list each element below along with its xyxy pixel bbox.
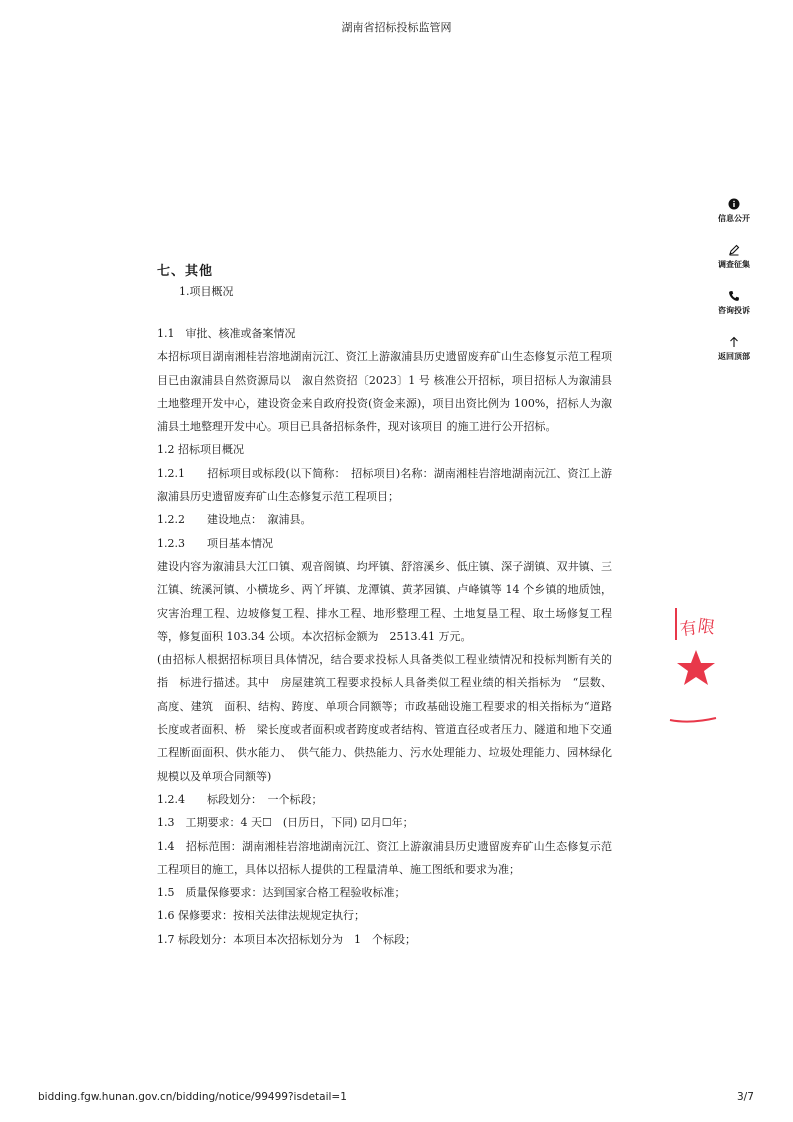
sidebar-item-label: 信息公开 — [718, 214, 750, 223]
paragraph: 1.2.2 建设地点： 溆浦县。 — [157, 513, 312, 527]
sidebar-item-label: 返回顶部 — [718, 352, 750, 361]
svg-text:限: 限 — [696, 616, 717, 639]
subsection-title: 1.项目概况 — [179, 285, 234, 298]
sidebar-item-consult[interactable] — [708, 290, 760, 336]
sidebar-item-back-to-top[interactable] — [708, 336, 760, 382]
paragraph: 本招标项目湖南湘桂岩溶地湖南沅江、资江上游溆浦县历史遗留废弃矿山生态修复示范工程项目已由溆浦县自然资源局以 溆自然资招〔2023〕1 号 核准公开招标，项目招标人为溆浦县土地整理开发中心，建设资金来自政府投资(资金来源)，项目出资比例为 100%，招标人为溆浦县土地整理开发中心。项目已具备招标条件，现对该项目 的施工进行公开招标。 — [157, 350, 612, 434]
svg-text:有: 有 — [678, 618, 699, 641]
sidebar-item-survey[interactable] — [708, 244, 760, 290]
sidebar-item-label: 咨询投诉 — [718, 306, 750, 315]
pen-icon — [728, 244, 740, 256]
phone-icon — [728, 290, 740, 302]
paragraph: 1.1 审批、核准或备案情况 — [157, 327, 296, 340]
paragraph: 1.6 保修要求：按相关法律法规规定执行； — [157, 909, 365, 923]
paragraph: 1.3 工期要求：4 天☐ (日历日，下同) ☑月☐年； — [157, 816, 414, 830]
paragraph: 1.2 招标项目概况 — [157, 443, 244, 457]
company-seal-stamp — [660, 600, 718, 740]
site-title: 湖南省招标投标监管网 — [341, 21, 452, 34]
paragraph: 1.7 标段划分：本项目本次招标划分为 1 个标段； — [157, 932, 416, 946]
paragraph: (由招标人根据招标项目具体情况，结合要求投标人具备类似工程业绩情况和投标判断有关的指 标进行描述。其中 房屋建筑工程要求投标人具备类似工程业绩的相关指标为 “层数、高度、建筑 面积、结构、跨度、单项合同额等；市政基础设施工程要求的相关指标为“道路长度或者面积、桥 梁长度或者面积或者跨度或者结构、管道直径或者压力、隧道和地下交通工程断面面积、供水能力、 供气能力、供热能力、污水处理能力、垃圾处理能力、园林绿化规模以及单项合同额等) — [157, 653, 612, 783]
floating-sidebar — [708, 198, 760, 382]
page-url: bidding.fgw.hunan.gov.cn/bidding/notice/99499?isdetail=1 — [38, 1091, 347, 1103]
paragraph: 1.2.4 标段划分： 一个标段； — [157, 792, 323, 806]
page-number: 3/7 — [737, 1091, 754, 1103]
paragraph: 1.5 质量保修要求：达到国家合格工程验收标准； — [157, 886, 406, 900]
paragraph: 1.2.3 项目基本情况 — [157, 536, 273, 550]
document-body — [157, 262, 612, 951]
info-icon — [728, 198, 740, 210]
sidebar-item-label: 调查征集 — [718, 260, 750, 269]
section-title: 七、其他 — [157, 264, 214, 279]
paragraph: 建设内容为溆浦县大江口镇、观音阁镇、均坪镇、舒溶溪乡、低庄镇、深子湖镇、双井镇、三江镇、统溪河镇、小横垅乡、两丫坪镇、龙潭镇、黄茅园镇、卢峰镇等 14 个乡镇的地质蚀，灾害治理工程、边坡修复工程、排水工程、地形整理工程、土地复垦工程、取土场修复工程等，修复面积 103.34 公顷。本次招标金额为 2513.41 万元。 — [157, 559, 612, 643]
sidebar-item-info[interactable] — [708, 198, 760, 244]
arrow-up-icon — [728, 336, 740, 348]
paragraph: 1.4 招标范围：湖南湘桂岩溶地湖南沅江、资江上游溆浦县历史遗留废弃矿山生态修复示范工程项目的施工，具体以招标人提供的工程量清单、施工图纸和要求为准； — [157, 839, 612, 876]
paragraph: 1.2.1 招标项目或标段(以下简称： 招标项目)名称：湖南湘桂岩溶地湖南沅江、资江上游溆浦县历史遗留废弃矿山生态修复示范工程项目； — [157, 466, 612, 504]
